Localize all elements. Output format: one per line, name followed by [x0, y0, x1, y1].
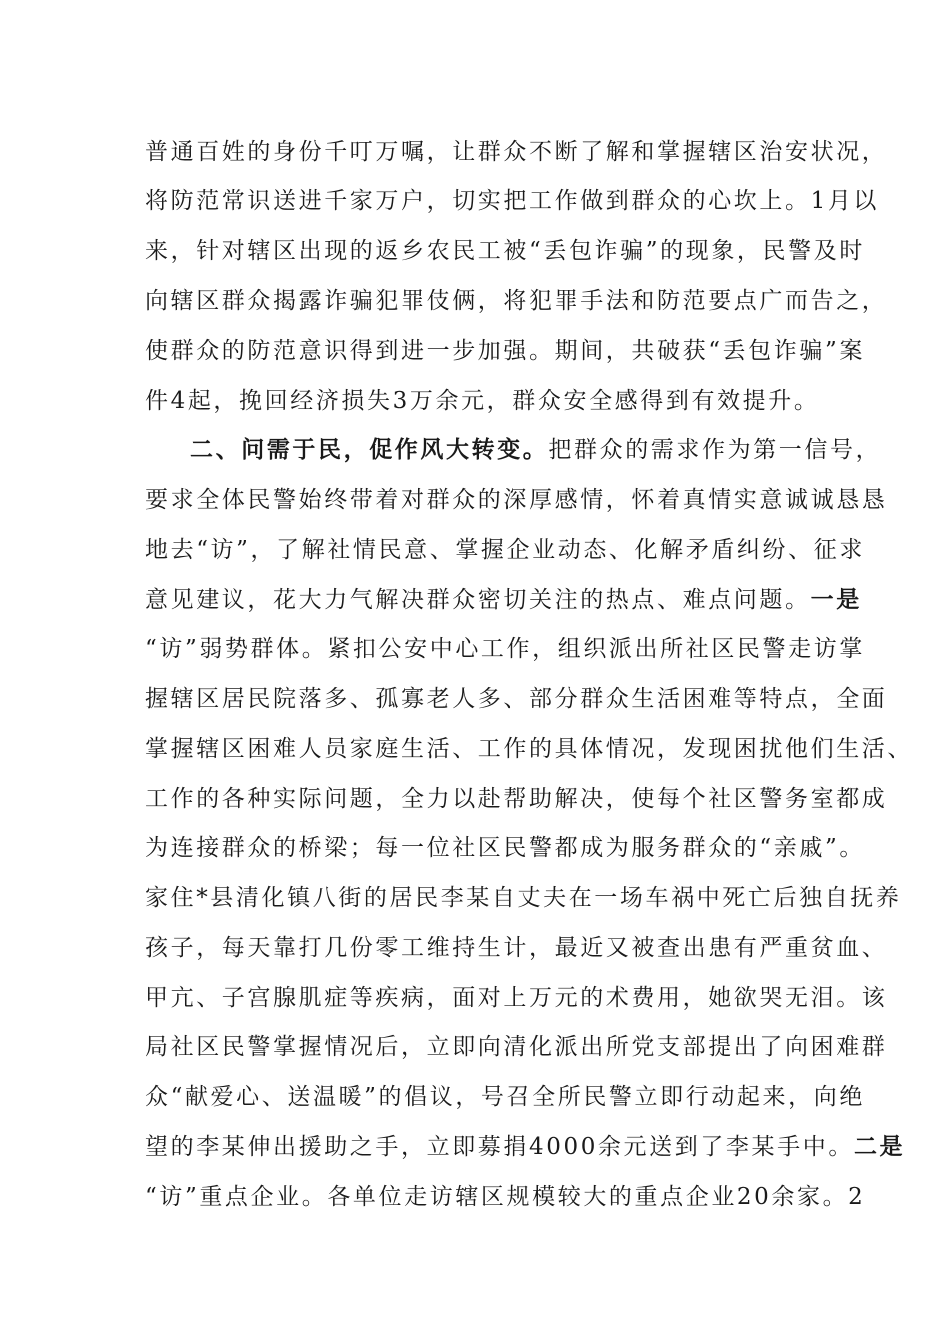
text-span: 掌握辖区困难人员家庭生活、工作的具体情况，发现困扰他们生活、: [145, 736, 913, 762]
text-line-11: [145, 634, 945, 664]
text-span: “访”弱势群体。紧扣公安中心工作，组织派出所社区民警走访掌: [145, 636, 865, 662]
text-line-14: [145, 784, 945, 814]
text-line-16: [145, 883, 945, 913]
section-heading: 二、问需于民，促作风大转变。: [190, 436, 549, 463]
text-span: 来，针对辖区出现的返乡农民工被“丢包诈骗”的现象，民警及时: [145, 238, 865, 264]
text-span: 孩子，每天靠打几份零工维持生计，最近又被查出患有严重贫血、: [145, 935, 888, 961]
text-span: 为连接群众的桥梁；每一位社区民警都成为服务群众的“亲戚”。: [145, 835, 865, 861]
text-line-20: [145, 1082, 945, 1112]
text-span: 向辖区群众揭露诈骗犯罪伎俩，将犯罪手法和防范要点广而告之，: [145, 288, 888, 314]
text-line-6: [145, 386, 945, 416]
text-span: 使群众的防范意识得到进一步加强。期间，共破获“丢包诈骗”案: [145, 338, 865, 364]
text-line-4: [145, 286, 945, 316]
text-span: 普通百姓的身份千叮万嘱，让群众不断了解和掌握辖区治安状况，: [145, 139, 888, 165]
text-span: 件4起，挽回经济损失3万余元，群众安全感得到有效提升。: [145, 388, 820, 414]
text-span: 意见建议，花大力气解决群众密切关注的热点、难点问题。: [145, 587, 811, 613]
text-line-22: [145, 1182, 945, 1212]
text-span: 将防范常识送进千家万户，切实把工作做到群众的心坎上。1月以: [145, 188, 880, 214]
section-heading-line: [190, 435, 950, 465]
text-span: 握辖区居民院落多、孤寡老人多、部分群众生活困难等特点，全面: [145, 686, 888, 712]
text-line-13: [145, 734, 945, 764]
text-span: “访”重点企业。各单位走访辖区规模较大的重点企业20余家。2: [145, 1184, 866, 1210]
text-span: 把群众的需求作为第一信号，: [548, 437, 882, 463]
subpoint-label-2: 二是: [853, 1133, 906, 1160]
text-line-21: [145, 1132, 945, 1162]
text-span: 众“献爱心、送温暖”的倡议，号召全所民警立即行动起来，向绝: [145, 1084, 865, 1110]
text-span: 工作的各种实际问题，全力以赴帮助解决，使每个社区警务室都成: [145, 786, 888, 812]
text-span: 家住*县清化镇八街的居民李某自丈夫在一场车祸中死亡后独自抚养: [145, 885, 902, 911]
text-line-18: [145, 983, 945, 1013]
text-span: 地去“访”，了解社情民意、掌握企业动态、化解矛盾纠纷、征求: [145, 537, 865, 563]
text-line-1: [145, 137, 945, 167]
text-line-17: [145, 933, 945, 963]
text-span: 局社区民警掌握情况后，立即向清化派出所党支部提出了向困难群: [145, 1034, 888, 1060]
text-line-5: [145, 336, 945, 366]
text-line-2: [145, 186, 945, 216]
text-line-19: [145, 1032, 945, 1062]
text-span: 要求全体民警始终带着对群众的深厚感情，怀着真情实意诚诚恳恳: [145, 487, 888, 513]
text-line-12: [145, 684, 945, 714]
text-line-15: [145, 833, 945, 863]
text-line-3: [145, 236, 945, 266]
text-line-9: [145, 535, 945, 565]
text-line-8: [145, 485, 945, 515]
text-span: 望的李某伸出援助之手，立即募捐4000余元送到了李某手中。: [145, 1134, 854, 1160]
text-span: 甲亢、子宫腺肌症等疾病，面对上万元的术费用，她欲哭无泪。该: [145, 985, 888, 1011]
subpoint-label-1: 一是: [810, 586, 862, 613]
text-line-10: [145, 585, 945, 615]
